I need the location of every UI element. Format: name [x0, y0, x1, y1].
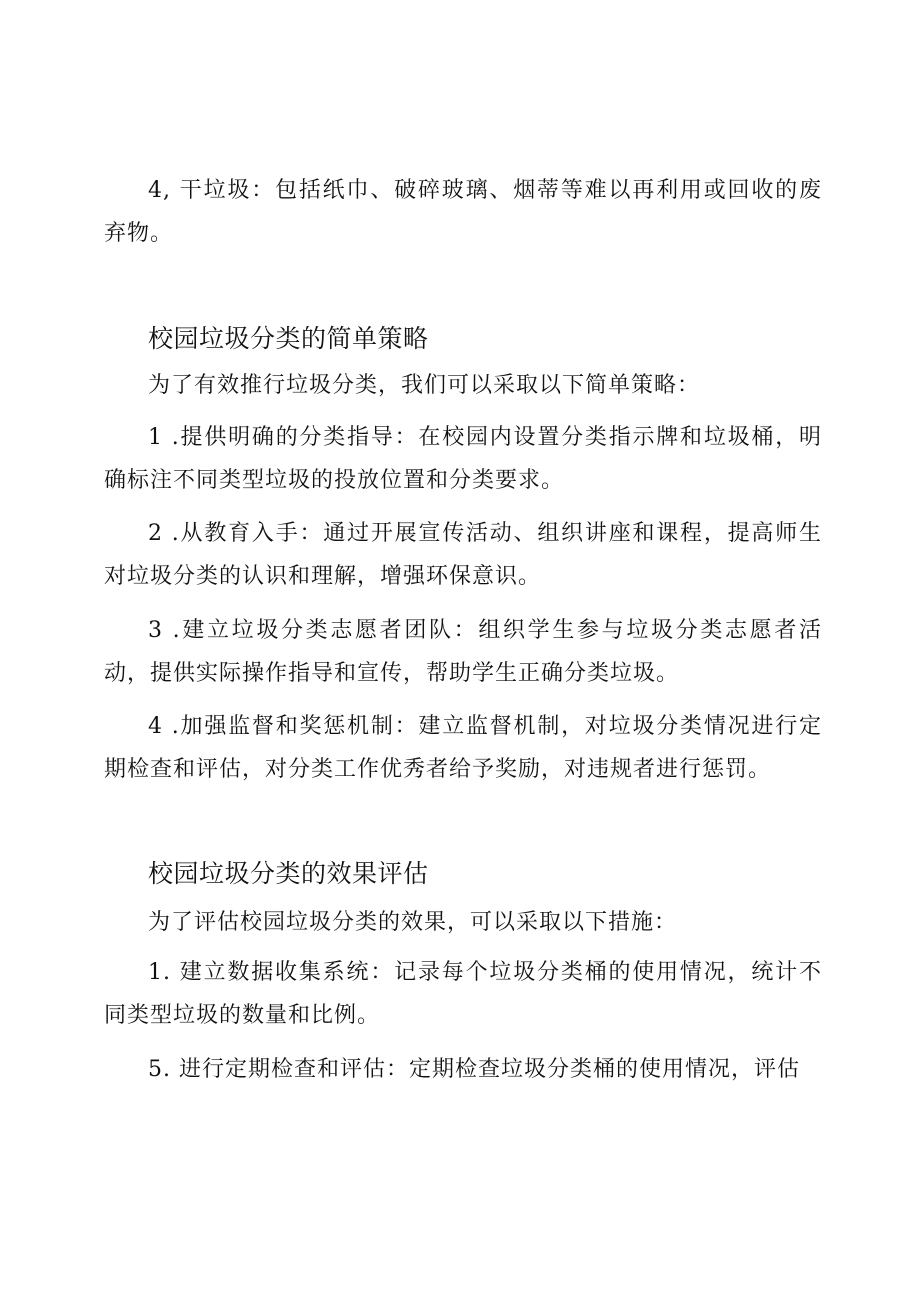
evaluation-intro-paragraph: 为了评估校园垃圾分类的效果，可以采取以下措施：: [148, 910, 678, 935]
strategy-item-2: 2 .从教育入手：通过开展宣传活动、组织讲座和课程，提高师生对垃圾分类的认识和理解，增强环保意识。: [104, 521, 822, 589]
strategy-item-3: 3 .建立垃圾分类志愿者团队：组织学生参与垃圾分类志愿者活动，提供实际操作指导和宣传，帮助学生正确分类垃圾。: [104, 618, 822, 686]
evaluation-heading: 校园垃圾分类的效果评估: [148, 859, 429, 888]
strategy-heading: 校园垃圾分类的简单策略: [148, 324, 429, 353]
strategy-intro-paragraph: 为了有效推行垃圾分类，我们可以采取以下简单策略：: [148, 373, 701, 398]
evaluation-item-5: 5. 进行定期检查和评估：定期检查垃圾分类桶的使用情况，评估: [148, 1057, 800, 1082]
strategy-item-1: 1 .提供明确的分类指导：在校园内设置分类指示牌和垃圾桶，明确标注不同类型垃圾的投放位置和分类要求。: [104, 425, 822, 493]
evaluation-item-1: 1. 建立数据收集系统：记录每个垃圾分类桶的使用情况，统计不同类型垃圾的数量和比例。: [104, 960, 822, 1028]
strategy-item-4: 4 .加强监督和奖惩机制：建立监督机制，对垃圾分类情况进行定期检查和评估，对分类工作优秀者给予奖励，对违规者进行惩罚。: [104, 714, 822, 782]
dry-waste-paragraph: 4, 干垃圾：包括纸巾、破碎玻璃、烟蒂等难以再利用或回收的废弃物。: [104, 178, 822, 246]
